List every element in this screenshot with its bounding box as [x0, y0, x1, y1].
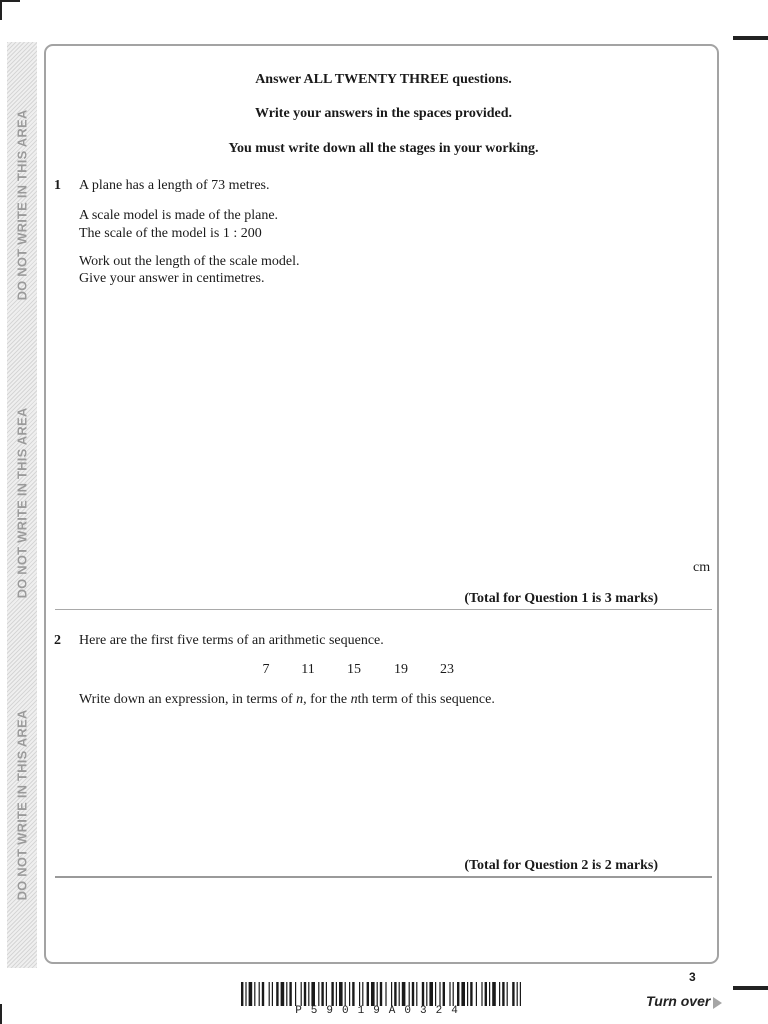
barcode-bar	[295, 982, 296, 1006]
question-1-line-2: A scale model is made of the plane.	[79, 208, 279, 223]
barcode-bar	[272, 982, 273, 1006]
crop-mark-bottom-right	[733, 986, 768, 990]
barcode-bar	[281, 982, 285, 1006]
barcode-bar	[326, 982, 327, 1006]
barcode-bar	[457, 982, 459, 1006]
barcode-bar	[412, 982, 414, 1006]
barcode-bar	[276, 982, 278, 1006]
question-2-total: (Total for Question 2 is 2 marks)	[464, 858, 658, 873]
crop-mark-top-right	[733, 36, 768, 40]
barcode-bar	[345, 982, 346, 1006]
barcode-bar	[449, 982, 450, 1006]
barcode-bar	[426, 982, 427, 1006]
barcode-bar	[476, 982, 477, 1006]
barcode-bar	[352, 982, 354, 1006]
barcode-bar	[481, 982, 482, 1006]
question-1-line-3: The scale of the model is 1 : 200	[79, 226, 262, 241]
barcode-bar	[262, 982, 264, 1006]
barcode-bar	[422, 982, 424, 1006]
barcode-bar	[439, 982, 440, 1006]
sequence-terms	[0, 662, 768, 682]
barcode-bar	[301, 982, 302, 1006]
question-2-line-2: Write down an expression, in terms of n, for the nth term of this sequence.	[79, 692, 495, 707]
barcode-bar	[371, 982, 375, 1006]
question-2-number: 2	[54, 633, 61, 648]
sequence-term: 11	[301, 662, 315, 677]
barcode-bar	[359, 982, 360, 1006]
question-1-answer-unit: cm	[693, 560, 711, 575]
barcode-bar	[409, 982, 410, 1006]
barcode-bar	[331, 982, 333, 1006]
question-1-number: 1	[54, 178, 61, 193]
variable-n: n	[350, 692, 358, 707]
sequence-term: 7	[262, 662, 270, 677]
barcode-bar	[470, 982, 472, 1006]
barcode-bar	[502, 982, 504, 1006]
variable-n: n	[296, 692, 304, 707]
barcode-bar	[289, 982, 291, 1006]
barcode-bar	[520, 982, 521, 1006]
barcode-bar	[321, 982, 323, 1006]
barcode-bar	[517, 982, 518, 1006]
turn-over-arrow-icon	[713, 997, 722, 1009]
barcode-bar	[385, 982, 386, 1006]
question-1-line-5: Give your answer in centimetres.	[79, 271, 265, 286]
barcode-bar	[402, 982, 406, 1006]
question-1-divider	[55, 609, 712, 610]
barcode-bar	[499, 982, 500, 1006]
crop-mark-top-left	[0, 0, 20, 2]
barcode-bar	[336, 982, 337, 1006]
barcode-bar	[367, 982, 369, 1006]
question-1-line-4: Work out the length of the scale model.	[79, 254, 300, 269]
sequence-term: 19	[394, 662, 408, 677]
barcode-bar	[391, 982, 392, 1006]
barcode-text: P59019A0324	[295, 1005, 467, 1017]
question-1-total: (Total for Question 1 is 3 marks)	[464, 591, 658, 606]
question-1-line-1: A plane has a length of 73 metres.	[79, 178, 270, 193]
barcode-bar	[377, 982, 378, 1006]
barcode-bar	[245, 982, 246, 1006]
instruction-answer-all: Answer ALL TWENTY THREE questions.	[255, 72, 512, 87]
barcode-bar	[435, 982, 436, 1006]
barcode	[241, 982, 521, 1006]
barcode-bar	[394, 982, 396, 1006]
barcode-bar	[416, 982, 417, 1006]
barcode-bar	[349, 982, 350, 1006]
barcode-bar	[429, 982, 433, 1006]
barcode-bar	[362, 982, 363, 1006]
barcode-bar	[512, 982, 514, 1006]
question-2-divider	[55, 876, 712, 878]
barcode-bar	[269, 982, 270, 1006]
turn-over-label: Turn over	[646, 993, 711, 1009]
sequence-term: 23	[440, 662, 454, 677]
barcode-bar	[507, 982, 508, 1006]
crop-mark-bottom-left	[0, 1004, 2, 1024]
sequence-term: 15	[347, 662, 361, 677]
question-2-line-1: Here are the first five terms of an arithmetic sequence.	[79, 633, 384, 648]
barcode-bar	[259, 982, 260, 1006]
barcode-bar	[308, 982, 309, 1006]
instruction-working: You must write down all the stages in your working.	[228, 141, 539, 156]
barcode-bar	[311, 982, 315, 1006]
barcode-bar	[254, 982, 255, 1006]
barcode-bar	[453, 982, 454, 1006]
barcode-bar	[241, 982, 243, 1006]
barcode-bar	[485, 982, 487, 1006]
barcode-bar	[249, 982, 253, 1006]
barcode-bar	[318, 982, 319, 1006]
barcode-bar	[461, 982, 465, 1006]
crop-mark-top-left	[0, 0, 2, 20]
barcode-bar	[380, 982, 382, 1006]
page-number: 3	[689, 970, 696, 984]
barcode-bar	[304, 982, 306, 1006]
barcode-bar	[467, 982, 468, 1006]
barcode-bar	[489, 982, 490, 1006]
barcode-bar	[443, 982, 445, 1006]
instruction-spaces: Write your answers in the spaces provided.	[254, 106, 513, 121]
barcode-bar	[339, 982, 343, 1006]
barcode-bar	[399, 982, 400, 1006]
barcode-bar	[492, 982, 496, 1006]
barcode-bar	[286, 982, 287, 1006]
